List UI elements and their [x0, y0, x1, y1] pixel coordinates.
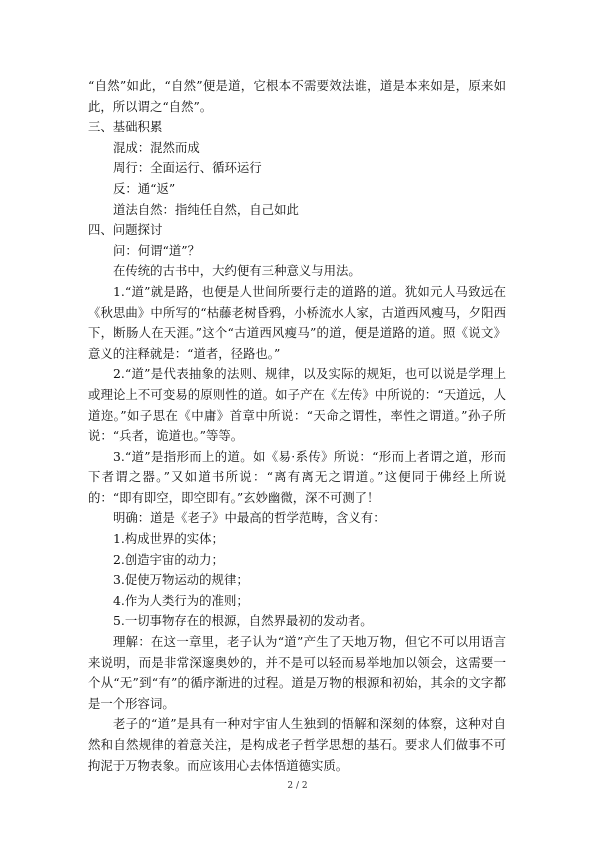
list-item-4: 4.作为人类行为的准则； [113, 592, 249, 608]
list-item-1: 1.构成世界的实体； [113, 531, 224, 547]
question: 问：何谓“道”？ [113, 242, 201, 258]
paragraph-answer-intro: 在传统的古书中，大约便有三种意义与用法。 [113, 263, 361, 279]
term-huncheng: 混成：混然而成 [113, 139, 200, 155]
section-heading-3: 三、基础积累 [88, 119, 163, 135]
document-body [88, 76, 506, 776]
list-item-5: 5.一切事物存在的根源，自然界最初的发动者。 [113, 613, 373, 629]
list-item-2: 2.创造宇宙的动力； [113, 551, 224, 567]
paragraph-understanding: 理解：在这一章里，老子认为“道”产生了天地万物，但它不可以用语言来说明，而是非常深邃奥妙的，并不是可以轻而易举地加以领会，这需要一个从“无”到“有”的循序渐进的过程。道是万物的根源和初始，其余的文字都是一个形容词。 [88, 634, 506, 711]
term-fan: 反：通“返” [113, 180, 176, 196]
paragraph-conclusion: 老子的“道”是具有一种对宇宙人生独到的悟解和深刻的体察，这种对自然和自然规律的着意关注，是构成老子哲学思想的基石。要求人们做事不可拘泥于万物表象。而应该用心去体悟道德实质。 [88, 716, 506, 773]
paragraph-meaning-1: 1.“道”就是路，也便是人世间所要行走的道路的道。犹如元人马致远在《秋思曲》中所写的“枯藤老树昏鸦，小桥流水人家，古道西风瘦马，夕阳西下，断肠人在天涯。”这个“古道西风瘦马”的道，便是道路的道。照《说文》意义的注释就是：“道者，径路也。” [88, 283, 506, 361]
section-heading-4: 四、问题探讨 [88, 222, 163, 238]
paragraph-clarify: 明确：道是《老子》中最高的哲学范畴，含义有： [113, 510, 386, 526]
paragraph-meaning-3: 3.“道”是指形而上的道。如《易·系传》所说：“形而上者谓之道，形而下者谓之器。”又如道书所说：“离有离无之谓道。”这便同于佛经上所说的：“即有即空，即空即有。”玄妙幽微，深不可测了！ [88, 448, 506, 505]
paragraph-intro: “自然”如此，“自然”便是道，它根本不需要效法谁，道是本来如是，原来如此，所以谓之“自然”。 [88, 78, 506, 114]
page-number: 2 / 2 [287, 781, 308, 791]
term-daofaziran: 道法自然：指纯任自然，自己如此 [113, 201, 299, 217]
term-zhouxing: 周行：全面运行、循环运行 [113, 160, 262, 176]
list-item-3: 3.促使万物运动的规律； [113, 572, 249, 588]
paragraph-meaning-2: 2.“道”是代表抽象的法则、规律，以及实际的规矩，也可以说是学理上或理论上不可变易的原则性的道。如子产在《左传》中所说的：“天道远，人道迩。”如子思在《中庸》首章中所说：“天命之谓性，率性之谓道。”孙子所说：“兵者，诡道也。”等等。 [88, 366, 506, 444]
